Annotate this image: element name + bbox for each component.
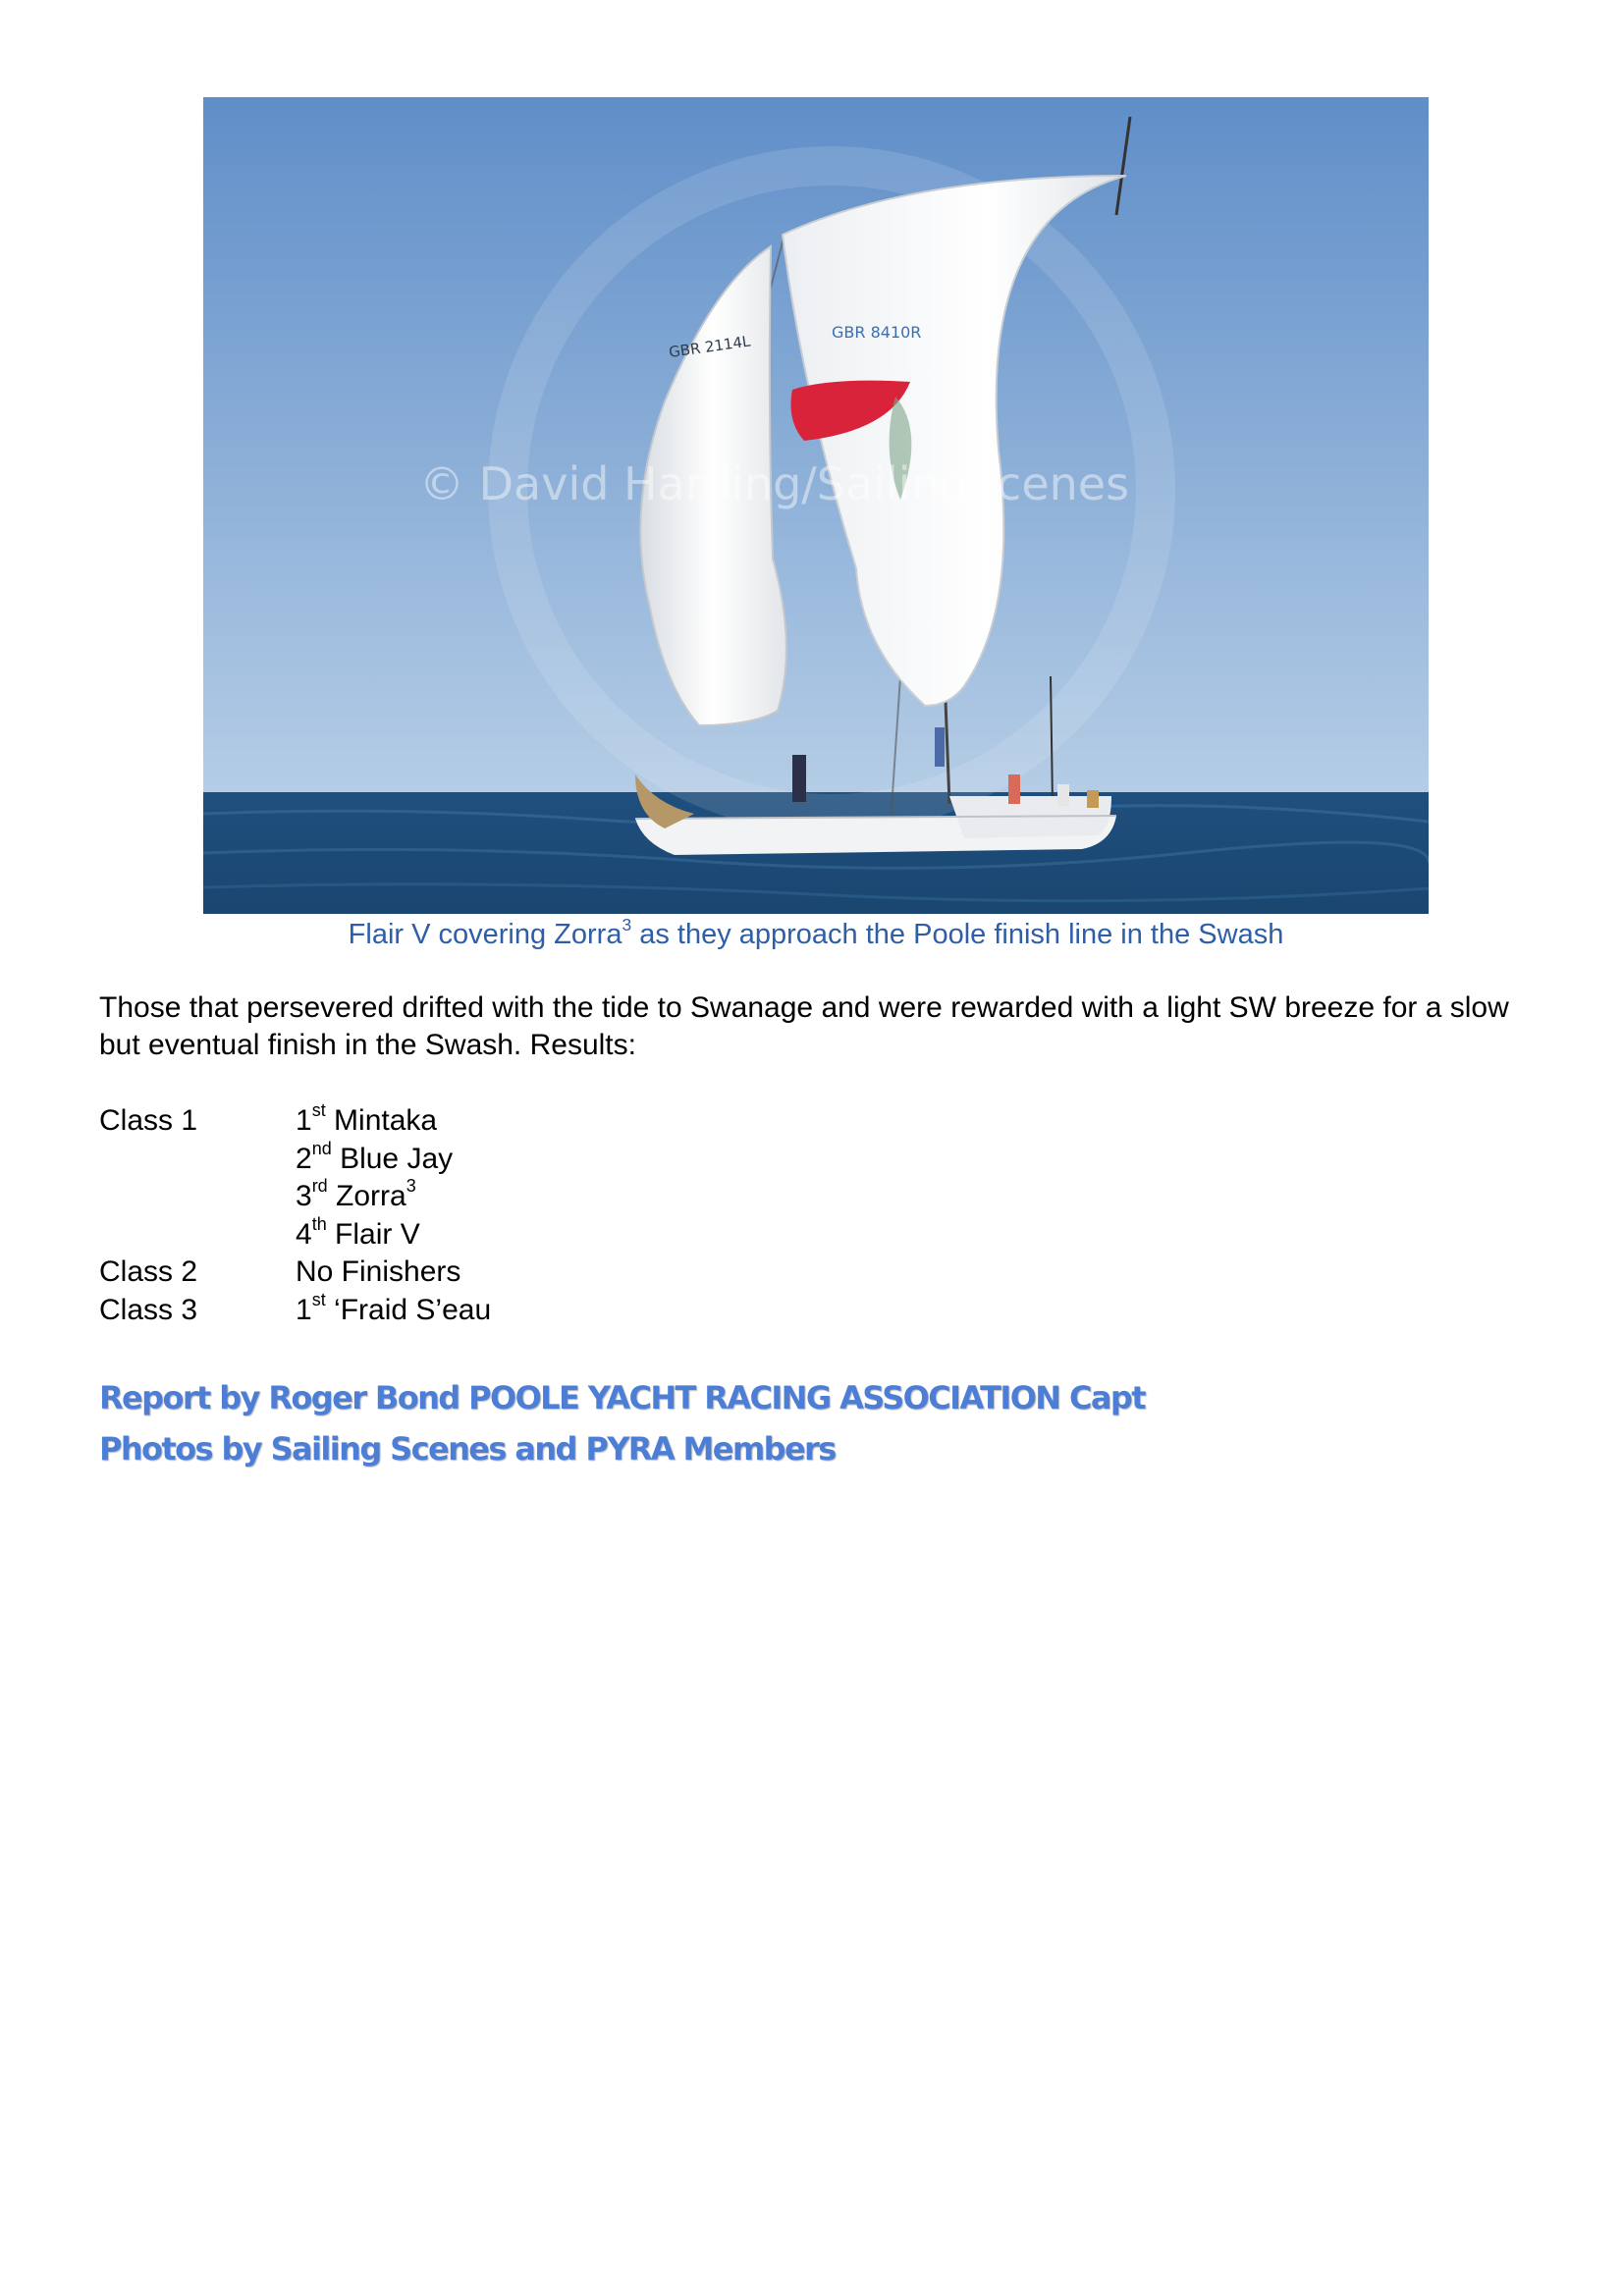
result-row [99,1178,491,1216]
result-row [99,1254,491,1292]
result-entry [296,1289,492,1330]
position: 1 [296,1104,312,1137]
sail-number-front: GBR 2114L [668,332,752,361]
results-list [99,1102,491,1329]
result-row [99,1102,491,1141]
position-suffix: nd [311,1138,332,1158]
caption-superscript: 3 [622,914,632,934]
photo-caption [203,916,1429,953]
result-entry [296,1213,420,1255]
report-credit: Report by Roger Bond POOLE YACHT RACING ASSOCIATION Capt [99,1379,1145,1416]
boat-name: Zorra [336,1180,406,1212]
boat-name: Blue Jay [340,1142,454,1175]
class-label: Class 1 [99,1104,198,1137]
result-entry [296,1102,437,1141]
class-label [99,1141,296,1179]
class-label [99,1178,296,1216]
result-entry [296,1254,460,1292]
position-suffix: st [311,1289,326,1309]
position: 1 [296,1293,312,1326]
position: 3 [296,1180,312,1212]
result-row [99,1213,491,1255]
result-row [99,1138,491,1179]
boat-name: ‘Fraid S’eau [334,1293,492,1326]
position: 2 [296,1142,312,1175]
watermark-text: © David Harding/SailingScenes [419,457,1130,510]
result-row [99,1289,492,1330]
class-label: Class 3 [99,1293,198,1326]
position-suffix: rd [311,1176,328,1197]
boat-name: Mintaka [334,1104,438,1137]
position-suffix: st [311,1100,326,1121]
boat-name-superscript: 3 [406,1176,416,1197]
credits [99,1372,1145,1474]
position-suffix: th [311,1213,327,1234]
class-label [99,1216,296,1255]
yacht-photo [203,97,1429,914]
result-entry [296,1138,454,1179]
photo-credit: Photos by Sailing Scenes and PYRA Members [99,1430,836,1468]
result-entry [296,1178,416,1216]
class-label: Class 2 [99,1255,198,1288]
report-paragraph: Those that persevered drifted with the tide to Swanage and were rewarded with a light SW breeze for a slow but eventual finish in the Swash. Results: [99,991,1509,1061]
boat-name: No Finishers [296,1255,461,1288]
caption-text: Flair V covering Zorra [348,919,622,950]
yacht-photo-illustration [203,97,1429,914]
caption-text-end: as they approach the Poole finish line in the Swash [631,919,1284,950]
boat-name: Flair V [335,1217,420,1251]
sail-number-back: GBR 8410R [832,323,922,342]
position: 4 [296,1217,312,1251]
